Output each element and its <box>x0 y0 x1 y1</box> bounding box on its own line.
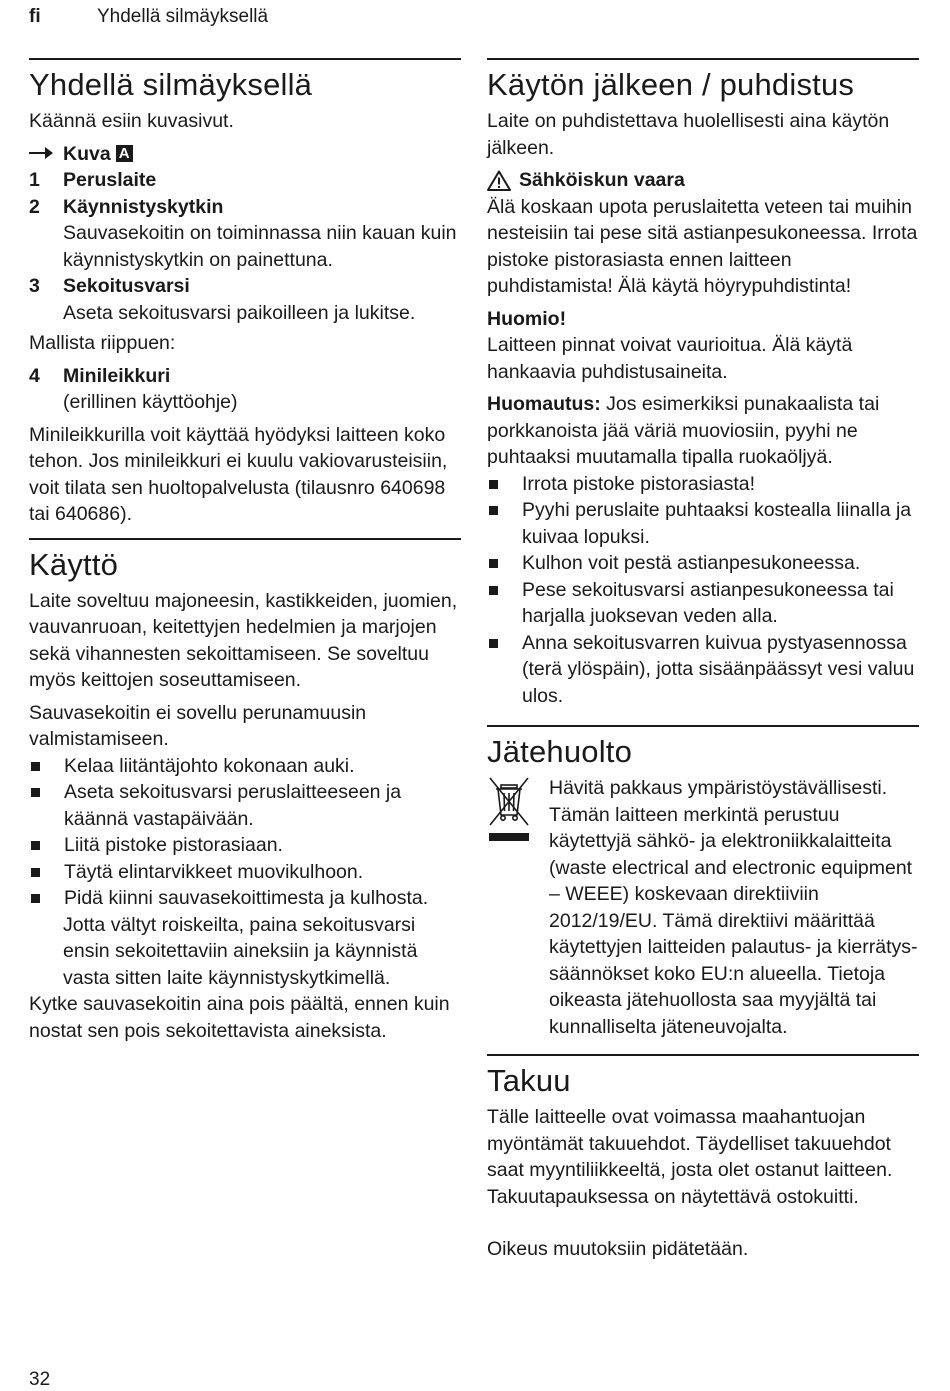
bullet-square-icon <box>29 779 64 832</box>
page-number: 32 <box>29 1369 51 1390</box>
section-rule <box>29 58 461 60</box>
part-description: Sauvasekoitin on toiminnassa niin kauan kuin käynnistyskytkin on painettuna. <box>63 222 457 271</box>
bullet-text: Irrota pistoke pistorasiasta! <box>522 472 756 495</box>
glance-intro: Käännä esiin kuvasivut. <box>29 110 234 132</box>
waste-heading: Jätehuolto <box>487 734 633 769</box>
part-number: 2 <box>29 195 40 218</box>
use-bullet-note: Jotta vältyt roiskeilta, paina sekoitusvarsi ensin sekoitettaviin aineksiin ja käynnistä vasta sitten laite käynnistyskytkimellä. <box>63 913 418 989</box>
crossed-bin-icon <box>487 775 549 1040</box>
caution-text: Laitteen pinnat voivat vaurioitua. Älä käytä hankaavia puhdistusaineita. <box>487 334 853 383</box>
bullet-item <box>29 859 461 886</box>
part-description: Aseta sekoitusvarsi paikoilleen ja lukitse. <box>63 301 416 324</box>
part-item-4 <box>29 363 461 416</box>
bullet-square-icon <box>487 550 522 577</box>
bullet-item <box>487 630 919 710</box>
part-item-2 <box>29 194 461 274</box>
bullet-item <box>487 550 919 577</box>
part-number: 4 <box>29 364 40 387</box>
bullet-item <box>487 577 919 630</box>
figure-letter-badge: A <box>116 145 133 162</box>
note-text: Jos esimerkiksi punakaalista tai porkkanoista jää väriä muoviosiin, pyyhi ne puhtaaksi muutamalla tipalla ruokaöljyä. <box>487 393 880 468</box>
section-rule <box>487 725 919 727</box>
bullet-text: Täytä elintarvikkeet muovikulhoon. <box>64 860 364 883</box>
bullet-item <box>29 832 461 859</box>
left-column <box>29 58 461 1050</box>
header-title: Yhdellä silmäyksellä <box>97 6 269 27</box>
caution-title: Huomio! <box>487 307 567 330</box>
bullet-square-icon <box>29 859 64 886</box>
bullet-text: Pese sekoitusvarsi astianpesukoneessa tai harjalla juoksevan veden alla. <box>522 578 894 627</box>
use-heading: Käyttö <box>29 546 119 582</box>
mini-chopper-text: Minileikkurilla voit käyttää hyödyksi laitteen koko tehon. Jos minileikkuri ei kuulu vakiovarusteisiin, voit tilata sen huoltopalvelusta (tilausnro 640698 tai 640686). <box>29 423 448 525</box>
warning-text: Älä koskaan upota peruslaitetta veteen tai muihin nesteisiin tai pese sitä astianpesukoneessa. Irrota pistoke pistorasiasta ennen laitteen puhdistamista! Älä käytä höyrypuhdistinta! <box>487 195 918 297</box>
use-paragraph-1: Laite soveltuu majoneesin, kastikkeiden, juomien, vauvanruoan, keitettyjen hedelmien ja marjojen sekä vihannesten sekoittamiseen. Se soveltuu myös keittojen soseuttamiseen. <box>29 589 458 691</box>
figure-label: Kuva <box>63 142 111 165</box>
waste-text: Hävitä pakkaus ympäristöystävällisesti. Tämän laitteen merkintä perustuu käytettyjä sähkö- ja elektroniikkalaitteita (waste electrical and electronic equipment – WEEE) koskevaan direktiiviin 2012/19/EU. Tämä direktiivi määrittää käytettyjen laitteiden palautus- ja kierrätys-säännökset koko EU:n alueella. Tietoja oikeasta jätehuollosta saa myyjältä tai kunnalliselta jäteneuvojalta. <box>549 777 918 1038</box>
section-rule <box>29 538 461 540</box>
cleaning-bullet-list <box>487 471 919 710</box>
bullet-text: Liitä pistoke pistorasiaan. <box>64 834 283 856</box>
bullet-square-icon <box>487 577 522 630</box>
part-description: (erillinen käyttöohje) <box>63 391 238 413</box>
bullet-item <box>29 779 461 832</box>
language-code: fi <box>29 6 41 27</box>
waste-block <box>487 775 919 1040</box>
bullet-text: Kulhon voit pestä astianpesukoneessa. <box>522 552 861 574</box>
rights-reserved: Oikeus muutoksiin pidätetään. <box>487 1238 749 1260</box>
bullet-square-icon <box>487 630 522 710</box>
part-title: Sekoitusvarsi <box>63 275 190 297</box>
bullet-square-icon <box>29 753 64 780</box>
bullet-text: Pidä kiinni sauvasekoittimesta ja kulhosta. <box>64 887 429 909</box>
warning-triangle-icon <box>487 170 511 191</box>
part-title: Minileikkuri <box>63 364 171 387</box>
glance-heading: Yhdellä silmäyksellä <box>29 67 313 102</box>
bullet-item <box>29 885 461 912</box>
warning-title: Sähköiskun vaara <box>519 169 685 191</box>
bullet-square-icon <box>487 497 522 550</box>
warranty-text: Tälle laitteelle ovat voimassa maahantuojan myöntämät takuuehdot. Täydelliset takuuehdot saat myyntiliikkeeltä, josta olet ostanut laitteen. Takuutapauksessa on näytettävä ostokuitti. <box>487 1106 893 1208</box>
cleaning-intro: Laite on puhdistettava huolellisesti aina käytön jälkeen. <box>487 110 890 159</box>
cleaning-note <box>487 391 919 471</box>
depending-on-model: Mallista riippuen: <box>29 332 176 354</box>
bullet-text: Pyyhi peruslaite puhtaaksi kostealla liinalla ja kuivaa lopuksi. <box>522 499 912 548</box>
bullet-text: Aseta sekoitusvarsi peruslaitteeseen ja käännä vastapäivään. <box>64 781 402 830</box>
arrow-right-icon <box>29 141 63 168</box>
section-rule <box>487 1054 919 1056</box>
part-item-3 <box>29 273 461 326</box>
electric-shock-warning <box>487 167 919 194</box>
figure-reference <box>29 141 461 168</box>
bullet-text: Kelaa liitäntäjohto kokonaan auki. <box>64 754 355 777</box>
note-label: Huomautus: <box>487 393 601 415</box>
use-paragraph-2: Sauvasekoitin ei sovellu perunamuusin valmistamiseen. <box>29 701 367 750</box>
use-bullet-list <box>29 753 461 912</box>
part-title: Peruslaite <box>63 169 157 191</box>
bullet-item <box>487 471 919 498</box>
bullet-item <box>29 753 461 780</box>
parts-list <box>29 167 461 326</box>
part-title: Käynnistyskytkin <box>63 195 224 218</box>
part-number: 3 <box>29 275 40 297</box>
bullet-square-icon <box>487 471 522 498</box>
bullet-text: Anna sekoitusvarren kuivua pystyasennossa (terä ylöspäin), jotta sisäänpäässyt vesi valuu ulos. <box>522 631 915 707</box>
section-rule <box>487 58 919 60</box>
bullet-item <box>487 497 919 550</box>
warranty-heading: Takuu <box>487 1063 571 1098</box>
page-header <box>29 6 269 28</box>
right-column <box>487 58 919 1269</box>
bullet-square-icon <box>29 885 64 912</box>
cleaning-heading: Käytön jälkeen / puhdistus <box>487 67 855 102</box>
part-item-1 <box>29 167 461 194</box>
use-paragraph-3: Kytke sauvasekoitin aina pois päältä, ennen kuin nostat sen pois sekoitettavista aineksista. <box>29 993 450 1042</box>
bullet-square-icon <box>29 832 64 859</box>
part-number: 1 <box>29 169 40 191</box>
